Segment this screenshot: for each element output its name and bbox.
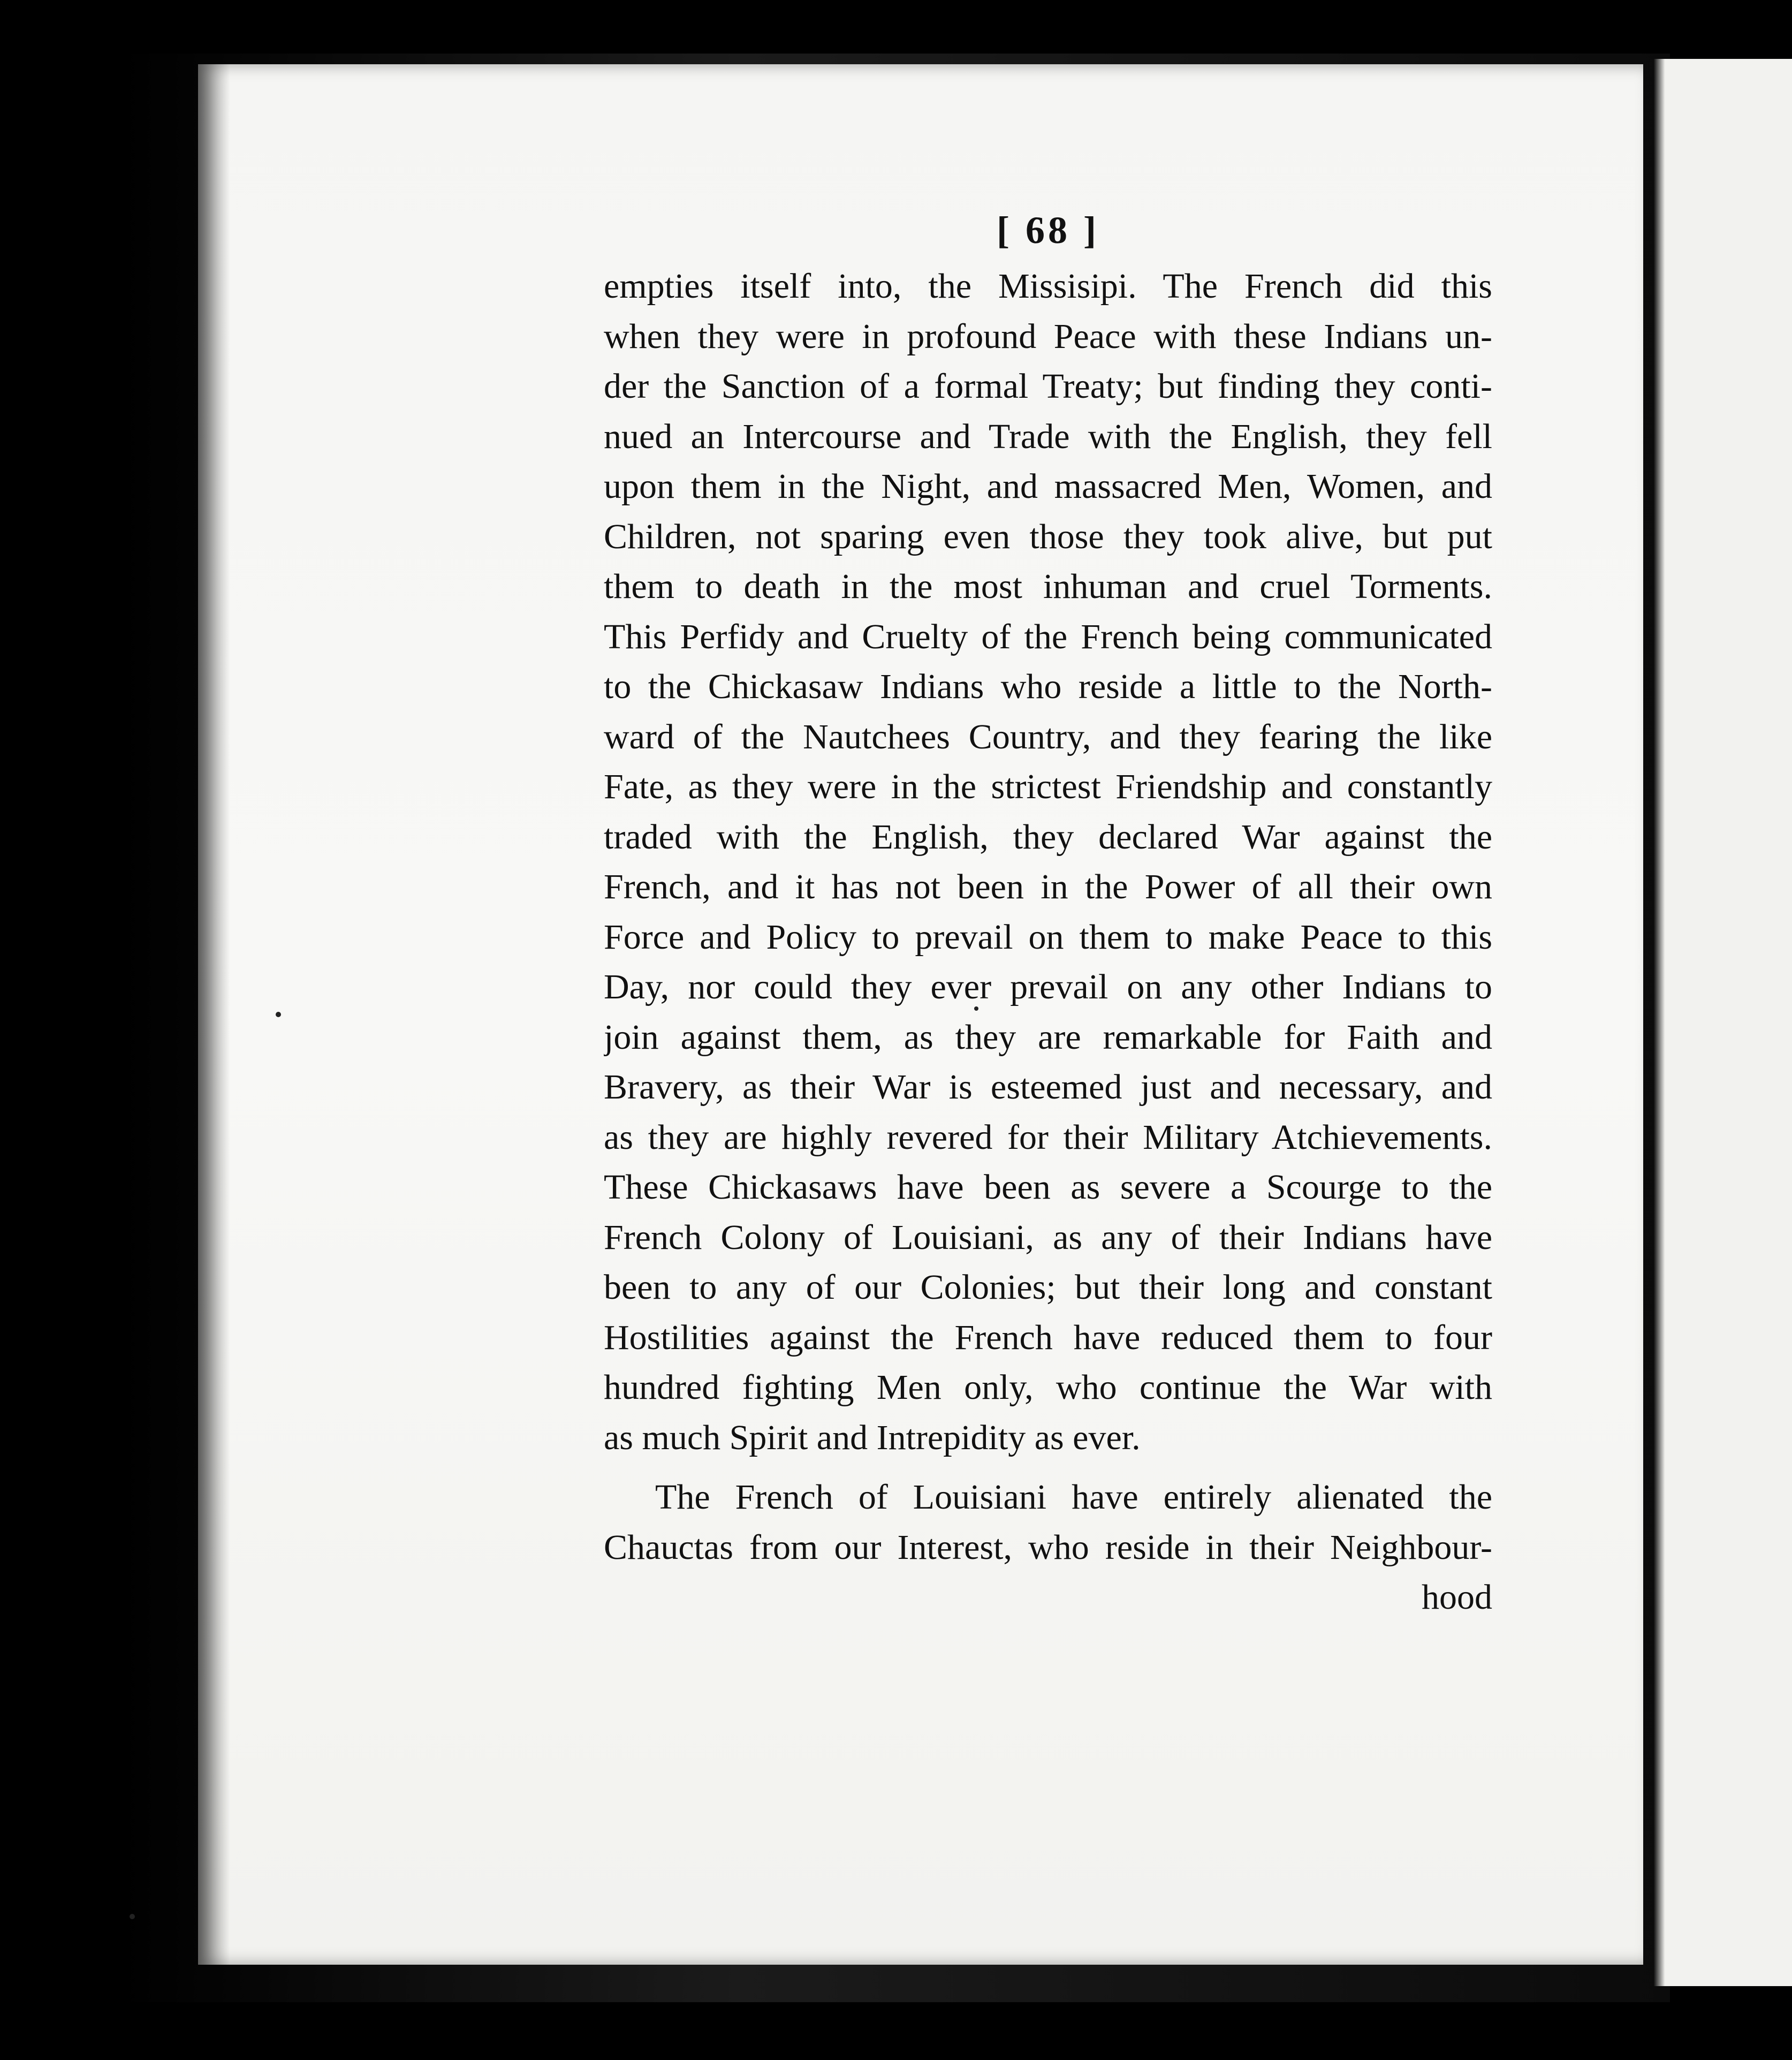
text-line: hundred fighting Men only, who continue the War with <box>604 1368 1492 1407</box>
speck <box>276 1012 281 1017</box>
paragraph <box>604 1472 1492 1623</box>
text-line: them to death in the most inhuman and cruel Torments. <box>604 567 1492 606</box>
speck <box>130 1914 135 1919</box>
text-line: Fate, as they were in the strictest Friendship and constantly <box>604 767 1492 806</box>
text-line: der the Sanction of a formal Treaty; but finding they conti- <box>604 367 1492 406</box>
text-line: Hostilities against the French have reduced them to four <box>604 1317 1492 1357</box>
text-line: ward of the Nautchees Country, and they fearing the like <box>604 717 1492 756</box>
text-line: to the Chickasaw Indians who reside a little to the North- <box>604 667 1492 706</box>
text-line: This Perfidy and Cruelty of the French being communicated <box>604 617 1492 656</box>
text-line: Chauctas from our Interest, who reside in their Neighbour- <box>604 1527 1492 1567</box>
page-text <box>604 203 1492 1623</box>
text-line: The French of Louisiani have entirely alienated the <box>655 1478 1492 1517</box>
text-line: been to any of our Colonies; but their long and constant <box>604 1268 1492 1307</box>
text-line: Day, nor could they ever prevail on any other Indians to <box>604 967 1492 1006</box>
text-line: as they are highly revered for their Military Atchievements. <box>604 1117 1492 1157</box>
text-line: Force and Policy to prevail on them to make Peace to this <box>604 917 1492 957</box>
paragraph <box>604 261 1492 1463</box>
facing-page-edge <box>1654 59 1792 1986</box>
text-line: Children, not sparing even those they took alive, but put <box>604 517 1492 556</box>
text-line: These Chickasaws have been as severe a Scourge to the <box>604 1168 1492 1207</box>
text-line: Bravery, as their War is esteemed just and necessary, and <box>604 1067 1492 1107</box>
text-line: join against them, as they are remarkable for Faith and <box>604 1017 1492 1057</box>
text-line: when they were in profound Peace with these Indians un- <box>604 316 1492 356</box>
paragraph-gap <box>604 1463 1492 1472</box>
text-line: traded with the English, they declared War against the <box>604 817 1492 857</box>
text-line: French Colony of Louisiani, as any of their Indians have <box>604 1217 1492 1257</box>
catchword: hood <box>1422 1578 1492 1617</box>
page-number: [ 68 ] <box>997 209 1099 252</box>
text-line: nued an Intercourse and Trade with the English, they fell <box>604 416 1492 456</box>
text-line: upon them in the Night, and massacred Men, Women, and <box>604 467 1492 506</box>
text-line: as much Spirit and Intrepidity as ever. <box>604 1418 1141 1457</box>
text-line: French, and it has not been in the Power of all their own <box>604 867 1492 906</box>
text-line: empties itself into, the Missisipi. The French did this <box>604 267 1492 306</box>
